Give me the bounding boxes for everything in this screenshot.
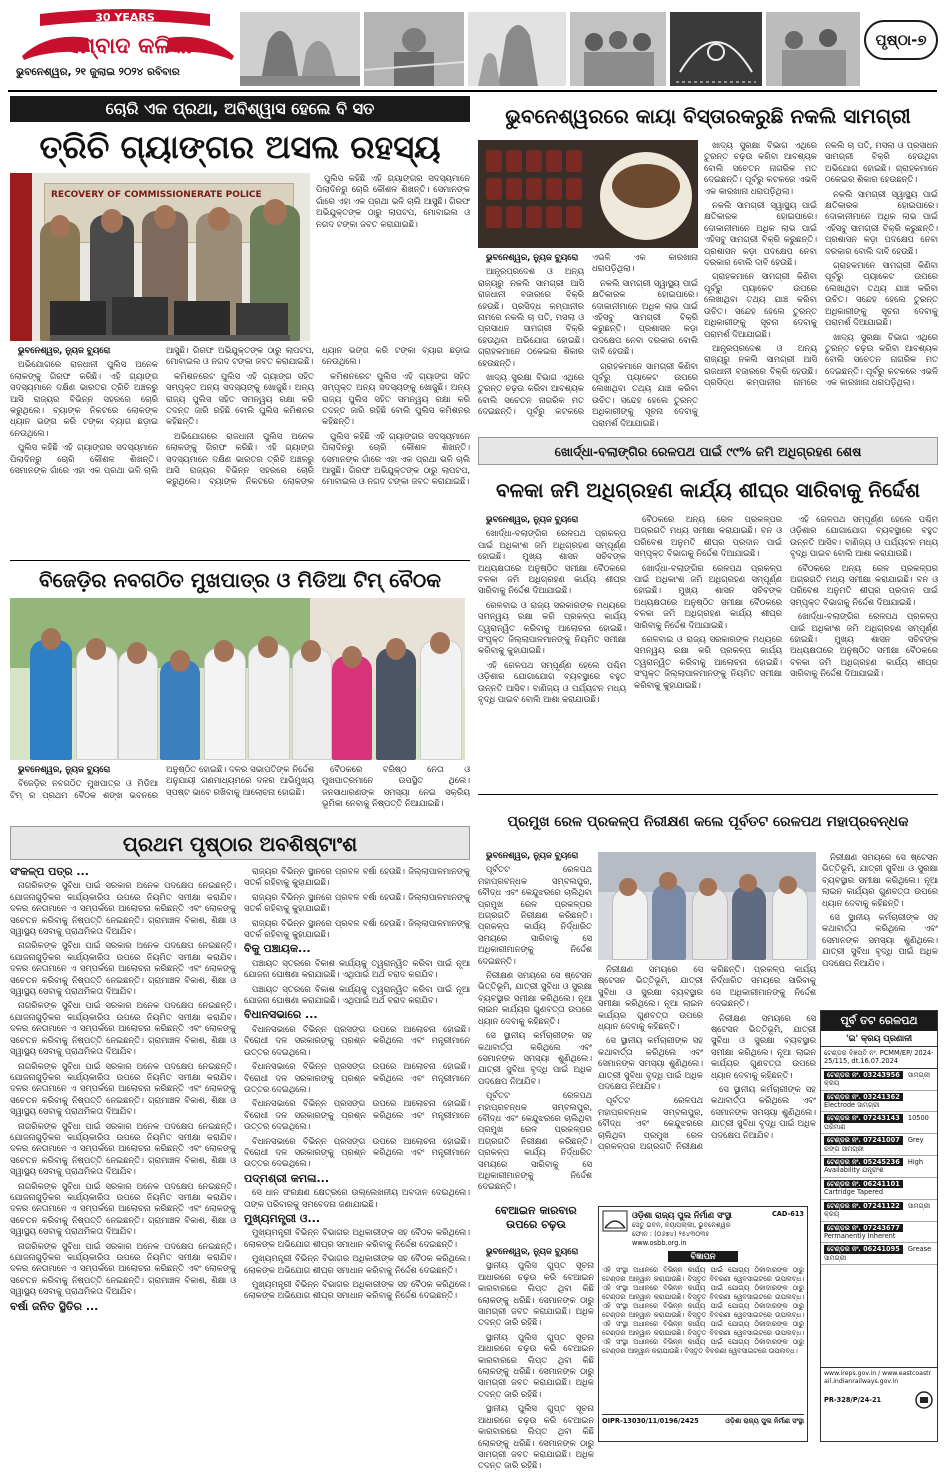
article1-dateline: ଭୁବନେଶ୍ୱର, ନ୍ୟୁଜ ବ୍ୟୁରୋ — [18, 345, 111, 355]
tender-number: ଟେଣ୍ଡର ନଂ. 07241007 — [824, 1136, 903, 1144]
article6-headline: ବେଆଇନ କାରବାର ଉପରେ ଚଢ଼ଉ — [495, 1204, 577, 1231]
article3-para: ନକଲି ସାମଗ୍ରୀ ସ୍ୱାସ୍ଥ୍ୟ ପାଇଁ କ୍ଷତିକାରକ ହୋଇପାରେ। ଦୋକାନୀମାନେ ଅଧିକ ଲାଭ ପାଇଁ ଏହିସବୁ ସାମଗ୍ରୀ ବିକ୍ରି କରୁଛନ୍ତି। ପ୍ରଶାସନ କଡ଼ା ପଦକ୍ଷେପ ନେବା ଦରକାର ବୋଲି ଦାବି ହେଉଛି। — [592, 277, 698, 357]
article5-para: ସେ ସ୍ଥାନୀୟ କର୍ମଚାରୀଙ୍କ ସହ କଥାବାର୍ତ୍ତା କରିଥିଲେ ଏବଂ ସେମାନଙ୍କ ସମସ୍ୟା ଶୁଣିଥିଲେ। ଯାତ୍ରୀ ସୁବିଧା ବୃଦ୍ଧି ପାଇଁ ଅଧିକ ପଦକ୍ଷେପ ନିଆଯିବ। — [598, 1035, 703, 1092]
remnant-text: ମୁଖ୍ୟମନ୍ତ୍ରୀ ବିଭିନ୍ନ ବିଭାଗର ଅଧିକାରୀଙ୍କ ସହ ବୈଠକ କରିଥିଲେ। ଲୋକଙ୍କ ଅଭିଯୋଗ ଶୀଘ୍ର ସମାଧାନ କରିବାକୁ ନିର୍ଦ୍ଦେଶ ଦେଇଛନ୍ତି। — [244, 1279, 470, 1301]
article4-body — [478, 514, 938, 790]
masthead-rule — [8, 90, 937, 92]
article5-para: ସେ ସ୍ଥାନୀୟ କର୍ମଚାରୀଙ୍କ ସହ କଥାବାର୍ତ୍ତା କରିଥିଲେ ଏବଂ ସେମାନଙ୍କ ସମସ୍ୟା ଶୁଣିଥିଲେ। ଯାତ୍ରୀ ସୁବିଧା ବୃଦ୍ଧି ପାଇଁ ଅଧିକ ପଦକ୍ଷେପ ନିଆଯିବ। — [478, 1030, 592, 1086]
tender-desc: Permanently Inherent — [824, 1231, 896, 1240]
member — [76, 646, 118, 760]
osbc-body: ଏହି ସଂସ୍ଥା ଅଧୀନରେ ବିଭିନ୍ନ କାର୍ଯ୍ୟ ପାଇଁ ଯୋଗ୍ୟ ଠିକାଦାରଙ୍କ ଠାରୁ ଟେଣ୍ଡର ଆହ୍ୱାନ କରାଯାଉଛି। ବିସ୍ତୃତ ବିବରଣୀ ୱେବସାଇଟରେ ଉପଲବ୍ଧ। — [602, 1320, 804, 1337]
article3-para: ଗ୍ରାହକମାନେ ସାମଗ୍ରୀ କିଣିବା ପୂର୍ବରୁ ପ୍ୟାକେଟ ଉପରେ ଲେଖାଥିବା ତଥ୍ୟ ଯାଞ୍ଚ କରିବା ଉଚିତ। ସନ୍ଦେହ ହେଲେ ତୁରନ୍ତ ଅଧିକାରୀଙ୍କୁ ସୂଚନା ଦେବାକୁ ପରାମର୍ଶ ଦିଆଯାଇଛି। — [592, 360, 698, 428]
article3-para: ଗ୍ରାହକମାନେ ସାମଗ୍ରୀ କିଣିବା ପୂର୍ବରୁ ପ୍ୟାକେଟ ଉପରେ ଲେଖାଥିବା ତଥ୍ୟ ଯାଞ୍ଚ କରିବା ଉଚିତ। ସନ୍ଦେହ ହେଲେ ତୁରନ୍ତ ଅଧିକାରୀଙ୍କୁ ସୂଚନା ଦେବାକୁ ପରାମର୍ଶ ଦିଆଯାଇଛି। — [825, 260, 938, 328]
article1-sidecol — [316, 173, 470, 341]
article3-para: ଖାଦ୍ୟ ସୁରକ୍ଷା ବିଭାଗ ଏଥିରେ ତୁରନ୍ତ ଚଢ଼ଉ କରିବା ଆବଶ୍ୟକ ବୋଲି ସଚେତନ ନାଗରିକ ମତ ଦେଇଛନ୍ତି। ପୂର୍ବରୁ କଟକରେ ଏଭଳି ଏକ କାରଖାନା ଧରାପଡ଼ିଥିଲା। — [704, 140, 817, 196]
tender-number: ଟେଣ୍ଡର ନଂ. 07243143 — [824, 1114, 903, 1122]
osbc-phone: ଫୋନ : (୦୬୭୪) ୨୫୪୩୦୩୫ — [632, 1230, 710, 1238]
article1-para: ପୁଲିସ କହିଛି ଏହି ଗ୍ୟାଙ୍ଗର ସଦସ୍ୟମାନେ ପିଲାଦିନରୁ ଚୋରି କୌଶଳ ଶିଖନ୍ତି। ସେମାନଙ୍କ ଗାଁରେ ଏହା ଏକ ପ୍ରଥା ଭଳି ଚାଲି ଆସୁଛି। ଗିରଫ ଅଭିଯୁକ୍ତଙ୍କ ଠାରୁ ଲାପଟପ, ମୋବାଇଲ ଓ ନଗଦ ଟଙ୍କା ଜବତ କରାଯାଇଛି। — [316, 173, 470, 229]
tender-desc: 10500 ପରିମାଣ — [824, 1114, 929, 1131]
tender-row — [821, 1200, 937, 1222]
remnants-banner: ପ୍ରଥମ ପୃଷ୍ଠାର ଅବଶିଷ୍ଟାଂଶ — [10, 826, 470, 860]
remnant-text: ନାଗରିକଙ୍କ ସୁବିଧା ପାଇଁ ସରକାର ଅନେକ ପଦକ୍ଷେପ ନେଇଛନ୍ତି। ଯୋଜନାଗୁଡ଼ିକର କାର୍ଯ୍ୟକାରିତା ଉପରେ ନିୟମିତ ସମୀକ୍ଷା କରାଯିବ। ଦଳର ନେତାମାନେ ଏ ସମ୍ପର୍କରେ ଆଲୋଚନା କରିଛନ୍ତି ଏବଂ ଲୋକଙ୍କୁ ସଚେତନ କରିବାକୁ ନିଷ୍ପତ୍ତି ନେଇଛନ୍ତି। ଗ୍ରାମାଞ୍ଚଳ ବିକାଶ, ଶିକ୍ଷା ଓ ସ୍ୱାସ୍ଥ୍ୟ ସେବାକୁ ପ୍ରାଥମିକତା ଦିଆଯିବ। — [10, 1000, 236, 1057]
fake-goods-image — [478, 140, 698, 248]
ecor-intro: ଟେଣ୍ଡର ବିଜ୍ଞପ୍ତି ନଂ. PCMM/EP/ 2024-25/115, dt.16.07.2024 — [821, 1047, 937, 1069]
member-pink — [332, 656, 372, 760]
article6-text: ସ୍ଥାନୀୟ ପୁଲିସ ଗୁପ୍ତ ସୂଚନା ଆଧାରରେ ଚଢ଼ଉ କରି ବେଆଇନ କାରବାରରେ ଲିପ୍ତ ଥିବା କିଛି ଲୋକଙ୍କୁ ଧରିଛି। ସେମାନଙ୍କ ଠାରୁ ସାମଗ୍ରୀ ଜବତ କରାଯାଇଛି। ଅଧିକ ତଦନ୍ତ ଜାରି ରହିଛି। — [478, 1331, 594, 1399]
tender-row — [821, 1222, 937, 1244]
page-number-label: ପୃଷ୍ଠା-୭ — [875, 31, 927, 49]
remnant-text: ନାଗରିକଙ୍କ ସୁବିଧା ପାଇଁ ସରକାର ଅନେକ ପଦକ୍ଷେପ ନେଇଛନ୍ତି। ଯୋଜନାଗୁଡ଼ିକର କାର୍ଯ୍ୟକାରିତା ଉପରେ ନିୟମିତ ସମୀକ୍ଷା କରାଯିବ। ଦଳର ନେତାମାନେ ଏ ସମ୍ପର୍କରେ ଆଲୋଚନା କରିଛନ୍ତି ଏବଂ ଲୋକଙ୍କୁ ସଚେତନ କରିବାକୁ ନିଷ୍ପତ୍ତି ନେଇଛନ୍ତି। ଗ୍ରାମାଞ୍ଚଳ ବିକାଶ, ଶିକ୍ଷା ଓ ସ୍ୱାସ୍ଥ୍ୟ ସେବାକୁ ପ୍ରାଥମିକତା ଦିଆଯିବ। — [10, 1180, 236, 1237]
ecor-title: ପୂର୍ବ ତଟ ରେଳପଥ — [821, 1011, 937, 1031]
official — [652, 884, 686, 960]
ecor-footer: PR-328/P/24-21 — [824, 1395, 882, 1404]
bridge-emblem-icon — [602, 1210, 628, 1232]
member — [420, 640, 462, 760]
remnant-text: ନାଗରିକଙ୍କ ସୁବିଧା ପାଇଁ ସରକାର ଅନେକ ପଦକ୍ଷେପ ନେଇଛନ୍ତି। ଯୋଜନାଗୁଡ଼ିକର କାର୍ଯ୍ୟକାରିତା ଉପରେ ନିୟମିତ ସମୀକ୍ଷା କରାଯିବ। ଦଳର ନେତାମାନେ ଏ ସମ୍ପର୍କରେ ଆଲୋଚନା କରିଛନ୍ତି ଏବଂ ଲୋକଙ୍କୁ ସଚେତନ କରିବାକୁ ନିଷ୍ପତ୍ତି ନେଇଛନ୍ତି। ଗ୍ରାମାଞ୍ଚଳ ବିକାଶ, ଶିକ୍ଷା ଓ ସ୍ୱାସ୍ଥ୍ୟ ସେବାକୁ ପ୍ରାଥମିକତା ଦିଆଯିବ। — [10, 1120, 236, 1177]
article5-para: ନିରୀକ୍ଷଣ ସମୟରେ ସେ ଷ୍ଟେସନ ଭିତ୍ତିଭୂମି, ଯାତ୍ରୀ ସୁବିଧା ଓ ସୁରକ୍ଷା ବ୍ୟବସ୍ଥାର ସମୀକ୍ଷା କରିଥିଲେ। ନୂଆ ଲାଇନ କାର୍ଯ୍ୟର ଗୁଣବତ୍ତା ଉପରେ ଧ୍ୟାନ ଦେବାକୁ କହିଛନ୍ତି। — [478, 970, 592, 1026]
osbc-subtitle: ବିଜ୍ଞାପନ — [668, 1251, 738, 1262]
member-grey — [376, 648, 416, 760]
osbc-body: ଏହି ସଂସ୍ଥା ଅଧୀନରେ ବିଭିନ୍ନ କାର୍ଯ୍ୟ ପାଇଁ ଯୋଗ୍ୟ ଠିକାଦାରଙ୍କ ଠାରୁ ଟେଣ୍ଡର ଆହ୍ୱାନ କରାଯାଉଛି। ବିସ୍ତୃତ ବିବରଣୀ ୱେବସାଇଟରେ ଉପଲବ୍ଧ। — [602, 1302, 804, 1319]
tender-desc: ସାମଗ୍ରୀ କ୍ରୟ — [824, 1201, 931, 1219]
rail-emblem-icon — [914, 1390, 934, 1410]
tender-desc: ସାମଗ୍ରୀ କ୍ରୟ — [824, 1070, 931, 1088]
ecor-subtitle: 'ଇ' କ୍ରୟ ପ୍ରଣାଳୀ — [821, 1031, 937, 1047]
tender-number: ଟେଣ୍ଡର ନଂ. 06241101 — [824, 1180, 903, 1188]
article2-body — [10, 764, 470, 822]
article5-para: ସେ ସ୍ଥାନୀୟ କର୍ମଚାରୀଙ୍କ ସହ କଥାବାର୍ତ୍ତା କରିଥିଲେ ଏବଂ ସେମାନଙ୍କ ସମସ୍ୟା ଶୁଣିଥିଲେ। ଯାତ୍ରୀ ସୁବିଧା ବୃଦ୍ଧି ପାଇଁ ଅଧିକ ପଦକ୍ଷେପ ନିଆଯିବ। — [822, 912, 938, 968]
years-ribbon — [40, 8, 210, 30]
article2-photo — [10, 598, 465, 760]
article4-para: ଖୋର୍ଦ୍ଧା-ବଲାଙ୍ଗିର ରେଳପଥ ପ୍ରକଳ୍ପ ପାଇଁ ଅଧିକାଂଶ ଜମି ଅଧିଗ୍ରହଣ ସମ୍ପୂର୍ଣ୍ଣ ହୋଇଛି। ମୁଖ୍ୟ ଶାସନ ସଚିବଙ୍କ ଅଧ୍ୟକ୍ଷତାରେ ଅନୁଷ୍ଠିତ ସମୀକ୍ଷା ବୈଠକରେ ବଳକା ଜମି ଅଧିଗ୍ରହଣ କାର୍ଯ୍ୟ ଶୀଘ୍ର ସାରିବାକୁ ନିର୍ଦ୍ଦେଶ ଦିଆଯାଇଛି। — [478, 528, 626, 596]
article1-body — [10, 345, 470, 557]
article3-body-right — [704, 140, 938, 432]
member — [292, 648, 332, 760]
ecor-rows — [821, 1069, 937, 1367]
article3-para: ଖାଦ୍ୟ ସୁରକ୍ଷା ବିଭାଗ ଏଥିରେ ତୁରନ୍ତ ଚଢ଼ଉ କରିବା ଆବଶ୍ୟକ ବୋଲି ସଚେତନ ନାଗରିକ ମତ ଦେଇଛନ୍ତି। ପୂର୍ବରୁ କଟକରେ ଏଭଳି ଏକ କାରଖାନା ଧରାପଡ଼ିଥିଲା। — [478, 252, 698, 417]
article5-para: ସେ ସ୍ଥାନୀୟ କର୍ମଚାରୀଙ୍କ ସହ କଥାବାର୍ତ୍ତା କରିଥିଲେ ଏବଂ ସେମାନଙ୍କ ସମସ୍ୟା ଶୁଣିଥିଲେ। ଯାତ୍ରୀ ସୁବିଧା ବୃଦ୍ଧି ପାଇଁ ଅଧିକ ପଦକ୍ଷେପ ନିଆଯିବ। — [711, 1084, 816, 1140]
tender-row — [821, 1069, 937, 1091]
official — [692, 888, 728, 960]
article2-para: ବିଜେଡ଼ିର ନବଗଠିତ ମୁଖପାତ୍ର ଓ ମିଡିଆ ଟିମ୍ ର ପ୍ରଥମ ବୈଠକ ଶଙ୍ଖ ଭବନରେ ଅନୁଷ୍ଠିତ ହୋଇଛି। ଦଳର ସଭାପତିଙ୍କ ନିର୍ଦ୍ଦେଶ ଅନୁଯାୟୀ ଗଣମାଧ୍ୟମରେ ଦଳର ଆଭିମୁଖ୍ୟ ସ୍ପଷ୍ଟ ଭାବେ ରଖିବାକୁ ଆଲୋଚନା ହୋଇଛି। — [10, 764, 314, 800]
tender-row — [821, 1134, 937, 1156]
article5-para: ପୂର୍ବତଟ ରେଳପଥ ମହାପ୍ରବନ୍ଧକ ସମ୍ବଲପୁର, ବୌଦ୍ଧ ଏବଂ କେନ୍ଦୁଝରରେ ଚାଲିଥିବା ପ୍ରମୁଖ ରେଳ ପ୍ରକଳ୍ପର ଅଗ୍ରଗତି ନିରୀକ୍ଷଣ କରିଛନ୍ତି। ପ୍ରକଳ୍ପ କାର୍ଯ୍ୟ ନିର୍ଦ୍ଧାରିତ ସମୟରେ ସାରିବାକୁ ସେ ଅଧିକାରୀମାନଙ୍କୁ ନିର୍ଦ୍ଦେଶ ଦେଇଛନ୍ତି। — [478, 1090, 592, 1192]
remnant-title: ବିକୁ ପଞ୍ଚାୟକ... — [244, 942, 311, 956]
article1-para: ପୁଲିସ କହିଛି ଏହି ଗ୍ୟାଙ୍ଗର ସଦସ୍ୟମାନେ ପିଲାଦିନରୁ ଚୋରି କୌଶଳ ଶିଖନ୍ତି। ସେମାନଙ୍କ ଗାଁରେ ଏହା ଏକ ପ୍ରଥା ଭଳି ଚାଲି ଆସୁଛି। ଗିରଫ ଅଭିଯୁକ୍ତଙ୍କ ଠାରୁ ଲାପଟପ, ମୋବାଇଲ ଓ ନଗଦ ଟଙ୍କା ଜବତ କରାଯାଇଛି। — [10, 345, 314, 476]
article3-para: ନକଲି ସାମଗ୍ରୀ ସ୍ୱାସ୍ଥ୍ୟ ପାଇଁ କ୍ଷତିକାରକ ହୋଇପାରେ। ଦୋକାନୀମାନେ ଅଧିକ ଲାଭ ପାଇଁ ଏହିସବୁ ସାମଗ୍ରୀ ବିକ୍ରି କରୁଛନ୍ତି। ପ୍ରଶାସନ କଡ଼ା ପଦକ୍ଷେପ ନେବା ଦରକାର ବୋଲି ଦାବି ହେଉଛି। — [825, 188, 938, 256]
article5-body-mid — [598, 964, 816, 1200]
article3-body-left — [478, 252, 698, 432]
article4-para: ଏହି ରେଳପଥ ସମ୍ପୂର୍ଣ୍ଣ ହେଲେ ପଶ୍ଚିମ ଓଡ଼ିଶାର ଯୋଗାଯୋଗ ବ୍ୟବସ୍ଥାରେ ବହୁତ ଉନ୍ନତି ଆସିବ। ବାଣିଜ୍ୟ ଓ ପର୍ଯ୍ୟଟନ ମଧ୍ୟ ବୃଦ୍ଧି ପାଇବ ବୋଲି ଆଶା କରାଯାଉଛି। — [478, 659, 626, 705]
remnant-text: ପଞ୍ଚାୟତ ସ୍ତରରେ ବିକାଶ କାର୍ଯ୍ୟକୁ ତ୍ୱରାନ୍ୱିତ କରିବା ପାଇଁ ନୂଆ ଯୋଜନା ଘୋଷଣା କରାଯାଇଛି। ଏଥିପାଇଁ ଅର୍ଥ ବରାଦ କରାଯିବ। — [244, 957, 470, 980]
remnant-title: ବର୍ଷା ଜନିତ ସ୍ଥିତିର ... — [10, 1299, 99, 1313]
remnant-text: ରାଜ୍ୟର ବିଭିନ୍ନ ସ୍ଥାନରେ ପ୍ରବଳ ବର୍ଷା ହେଉଛି। ଜିଲ୍ଲାପାଳମାନଙ୍କୁ ସତର୍କ ରହିବାକୁ କୁହାଯାଇଛି। — [244, 891, 470, 914]
women-photo — [766, 12, 860, 86]
article2-dateline: ଭୁବନେଶ୍ୱର, ନ୍ୟୁଜ ବ୍ୟୁରୋ — [18, 764, 111, 774]
article6-body — [478, 1246, 594, 1471]
children-photo — [570, 12, 666, 86]
tender-number: ଟେଣ୍ଡର ନଂ. 03241362 — [824, 1093, 903, 1101]
tender-number: ଟେଣ୍ଡର ନଂ. 06241095 — [824, 1245, 903, 1253]
article6-dateline: ଭୁବନେଶ୍ୱର, ନ୍ୟୁଜ ବ୍ୟୁରୋ — [486, 1246, 579, 1256]
article4-headline: ବଳକା ଜମି ଅଧିଗ୍ରହଣ କାର୍ଯ୍ୟ ଶୀଘ୍ର ସାରିବାକୁ ନିର୍ଦ୍ଦେଶ — [496, 478, 920, 502]
official — [732, 886, 766, 960]
member — [248, 644, 290, 760]
logo-text: ସମ୍ବାଦ କଳିକା — [64, 33, 192, 59]
remnants-body — [10, 866, 470, 1444]
article1-para: ପୁଲିସ କହିଛି ଏହି ଗ୍ୟାଙ୍ଗର ସଦସ୍ୟମାନେ ପିଲାଦିନରୁ ଚୋରି କୌଶଳ ଶିଖନ୍ତି। ସେମାନଙ୍କ ଗାଁରେ ଏହା ଏକ ପ୍ରଥା ଭଳି ଚାଲି ଆସୁଛି। ଗିରଫ ଅଭିଯୁକ୍ତଙ୍କ ଠାରୁ ଲାପଟପ, ମୋବାଇଲ ଓ ନଗଦ ଟଙ୍କା ଜବତ କରାଯାଇଛି। — [322, 430, 470, 487]
remnant-text: ନାଗରିକଙ୍କ ସୁବିଧା ପାଇଁ ସରକାର ଅନେକ ପଦକ୍ଷେପ ନେଇଛନ୍ତି। ଯୋଜନାଗୁଡ଼ିକର କାର୍ଯ୍ୟକାରିତା ଉପରେ ନିୟମିତ ସମୀକ୍ଷା କରାଯିବ। ଦଳର ନେତାମାନେ ଏ ସମ୍ପର୍କରେ ଆଲୋଚନା କରିଛନ୍ତି ଏବଂ ଲୋକଙ୍କୁ ସଚେତନ କରିବାକୁ ନିଷ୍ପତ୍ତି ନେଇଛନ୍ତି। ଗ୍ରାମାଞ୍ଚଳ ବିକାଶ, ଶିକ୍ଷା ଓ ସ୍ୱାସ୍ଥ୍ୟ ସେବାକୁ ପ୍ରାଥମିକତା ଦିଆଯିବ। — [10, 1240, 236, 1297]
temple-icon — [240, 12, 360, 86]
article5-para: ନିରୀକ୍ଷଣ ସମୟରେ ସେ ଷ୍ଟେସନ ଭିତ୍ତିଭୂମି, ଯାତ୍ରୀ ସୁବିଧା ଓ ସୁରକ୍ଷା ବ୍ୟବସ୍ଥାର ସମୀକ୍ଷା କରିଥିଲେ। ନୂଆ ଲାଇନ କାର୍ଯ୍ୟର ଗୁଣବତ୍ତା ଉପରେ ଧ୍ୟାନ ଦେବାକୁ କହିଛନ୍ତି। — [598, 964, 703, 1032]
tender-row — [821, 1156, 937, 1178]
remnant-text: ବିଧାନସଭାରେ ବିଭିନ୍ନ ପ୍ରସଙ୍ଗ ଉପରେ ଆଲୋଚନା ହୋଇଛି। ବିରୋଧୀ ଦଳ ସରକାରଙ୍କୁ ପ୍ରଶ୍ନ କରିଥିଲେ ଏବଂ ମନ୍ତ୍ରୀମାନେ ଉତ୍ତର ଦେଇଥିଲେ। — [244, 1023, 470, 1057]
tender-desc: High Availability ଯନ୍ତ୍ରାଂଶ — [824, 1158, 924, 1175]
flag — [10, 173, 32, 341]
article1-para: କମିଶନରେଟ ପୁଲିସ ଏହି ଗ୍ୟାଙ୍ଗ ସହିତ ସମ୍ପୃକ୍ତ ଅନ୍ୟ ସଦସ୍ୟଙ୍କୁ ଖୋଜୁଛି। ଅନ୍ୟ ରାଜ୍ୟ ପୁଲିସ ସହିତ ସମନ୍ୱୟ ରକ୍ଷା କରି ତଦନ୍ତ ଜାରି ରହିଛି ବୋଲି ପୁଲିସ କମିଶନର କହିଛନ୍ତି। — [322, 370, 470, 427]
masthead-date: ଭୁବନେଶ୍ୱର, ୨୧ ଜୁଲାଇ ୨୦୨୪ ରବିବାର — [16, 66, 180, 78]
remnant-text: ନାଗରିକଙ୍କ ସୁବିଧା ପାଇଁ ସରକାର ଅନେକ ପଦକ୍ଷେପ ନେଇଛନ୍ତି। ଯୋଜନାଗୁଡ଼ିକର କାର୍ଯ୍ୟକାରିତା ଉପରେ ନିୟମିତ ସମୀକ୍ଷା କରାଯିବ। ଦଳର ନେତାମାନେ ଏ ସମ୍ପର୍କରେ ଆଲୋଚନା କରିଛନ୍ତି ଏବଂ ଲୋକଙ୍କୁ ସଚେତନ କରିବାକୁ ନିଷ୍ପତ୍ତି ନେଇଛନ୍ତି। ଗ୍ରାମାଞ୍ଚଳ ବିକାଶ, ଶିକ୍ଷା ଓ ସ୍ୱାସ୍ଥ୍ୟ ସେବାକୁ ପ୍ରାଥମିକତା ଦିଆଯିବ। — [10, 940, 236, 997]
osbc-ad — [598, 1206, 808, 1442]
article5-dateline: ଭୁବନେଶ୍ୱର, ନ୍ୟୁଜ ବ୍ୟୁରୋ — [486, 850, 579, 860]
article2-para: ବୈଠକରେ ବରିଷ୍ଠ ନେତା ଓ ମୁଖପାତ୍ରମାନେ ଉପସ୍ଥିତ ଥିଲେ। ଜନସାଧାରଣଙ୍କ ସମସ୍ୟା ନେଇ ସକ୍ରିୟ ଭୂମିକା ନେବାକୁ ନିଷ୍ପତ୍ତି ନିଆଯାଇଛି। — [322, 764, 470, 809]
remnant-text: ମୁଖ୍ୟମନ୍ତ୍ରୀ ବିଭିନ୍ନ ବିଭାଗର ଅଧିକାରୀଙ୍କ ସହ ବୈଠକ କରିଥିଲେ। ଲୋକଙ୍କ ଅଭିଯୋଗ ଶୀଘ୍ର ସମାଧାନ କରିବାକୁ ନିର୍ଦ୍ଦେଶ ଦେଇଛନ୍ତି। — [244, 1227, 470, 1249]
article1-para: ଅଭିଯୋଗରେ ରାଜଧାନୀ ପୁଲିସ ଅନେକ ଲୋକଙ୍କୁ ଗିରଫ କରିଛି। ଏହି ଗ୍ୟାଙ୍ଗ ସଦସ୍ୟମାନେ ଦକ୍ଷିଣ ଭାରତର ତ୍ରିଚି ଅଞ୍ଚଳରୁ ଆସି ରାଜ୍ୟର ବିଭିନ୍ନ ସହରରେ ଚୋରି କରୁଥିଲେ। ବ୍ୟାଙ୍କ ନିକଟରେ ଲୋକଙ୍କ ଧ୍ୟାନ ଭଙ୍ଗ କରି ଟଙ୍କା ବ୍ୟାଗ ଛଡ଼ାଇ ନେଉଥିଲେ। — [166, 345, 470, 487]
article4-para: ରେଳବାଇ ଓ ରାଜ୍ୟ ସରକାରଙ୍କ ମଧ୍ୟରେ ସମନ୍ୱୟ ରକ୍ଷା କରି ପ୍ରକଳ୍ପ କାର୍ଯ୍ୟ ତ୍ୱରାନ୍ୱିତ କରିବାକୁ ଆଲୋଚନା ହୋଇଛି। ସଂପୃକ୍ତ ଜିଲ୍ଲାପାଳମାନଙ୍କୁ ନିୟମିତ ସମୀକ୍ଷା କରିବାକୁ କୁହାଯାଇଛି। — [634, 634, 782, 690]
temple-sketch-2 — [468, 12, 566, 86]
ecor-ad — [820, 1010, 938, 1442]
remnant-text: ନାଗରିକଙ୍କ ସୁବିଧା ପାଇଁ ସରକାର ଅନେକ ପଦକ୍ଷେପ ନେଇଛନ୍ତି। ଯୋଜନାଗୁଡ଼ିକର କାର୍ଯ୍ୟକାରିତା ଉପରେ ନିୟମିତ ସମୀକ୍ଷା କରାଯିବ। ଦଳର ନେତାମାନେ ଏ ସମ୍ପର୍କରେ ଆଲୋଚନା କରିଛନ୍ତି ଏବଂ ଲୋକଙ୍କୁ ସଚେତନ କରିବାକୁ ନିଷ୍ପତ୍ତି ନେଇଛନ୍ତି। ଗ୍ରାମାଞ୍ଚଳ ବିକାଶ, ଶିକ୍ଷା ଓ ସ୍ୱାସ୍ଥ୍ୟ ସେବାକୁ ପ୍ରାଥମିକତା ଦିଆଯିବ। — [10, 1060, 236, 1117]
remnant-text: ମୁଖ୍ୟମନ୍ତ୍ରୀ ବିଭିନ୍ନ ବିଭାଗର ଅଧିକାରୀଙ୍କ ସହ ବୈଠକ କରିଥିଲେ। ଲୋକଙ୍କ ଅଭିଯୋଗ ଶୀଘ୍ର ସମାଧାନ କରିବାକୁ ନିର୍ଦ୍ଦେଶ ଦେଇଛନ୍ତି। — [244, 1253, 470, 1275]
article6-text: ସ୍ଥାନୀୟ ପୁଲିସ ଗୁପ୍ତ ସୂଚନା ଆଧାରରେ ଚଢ଼ଉ କରି ବେଆଇନ କାରବାରରେ ଲିପ୍ତ ଥିବା କିଛି ଲୋକଙ୍କୁ ଧରିଛି। ସେମାନଙ୍କ ଠାରୁ ସାମଗ୍ରୀ ଜବତ କରାଯାଇଛି। ଅଧିକ ତଦନ୍ତ ଜାରି ରହିଛି। — [478, 1260, 594, 1328]
article4-para: ଖୋର୍ଦ୍ଧା-ବଲାଙ୍ଗିର ରେଳପଥ ପ୍ରକଳ୍ପ ପାଇଁ ଅଧିକାଂଶ ଜମି ଅଧିଗ୍ରହଣ ସମ୍ପୂର୍ଣ୍ଣ ହୋଇଛି। ମୁଖ୍ୟ ଶାସନ ସଚିବଙ୍କ ଅଧ୍ୟକ୍ଷତାରେ ଅନୁଷ୍ଠିତ ସମୀକ୍ଷା ବୈଠକରେ ବଳକା ଜମି ଅଧିଗ୍ରହଣ କାର୍ଯ୍ୟ ଶୀଘ୍ର ସାରିବାକୁ ନିର୍ଦ୍ଦେଶ ଦିଆଯାଇଛି। — [790, 611, 938, 679]
article3-para: ଖାଦ୍ୟ ସୁରକ୍ଷା ବିଭାଗ ଏଥିରେ ତୁରନ୍ତ ଚଢ଼ଉ କରିବା ଆବଶ୍ୟକ ବୋଲି ସଚେତନ ନାଗରିକ ମତ ଦେଇଛନ୍ତି। ପୂର୍ବରୁ କଟକରେ ଏଭଳି ଏକ କାରଖାନା ଧରାପଡ଼ିଥିଲା। — [825, 331, 938, 388]
tender-desc: Grey ରଙ୍ଗ ସାମଗ୍ରୀ — [824, 1136, 924, 1153]
article5-para: ପୂର୍ବତଟ ରେଳପଥ ମହାପ୍ରବନ୍ଧକ ସମ୍ବଲପୁର, ବୌଦ୍ଧ ଏବଂ କେନ୍ଦୁଝରରେ ଚାଲିଥିବା ପ୍ରମୁଖ ରେଳ ପ୍ରକଳ୍ପର ଅଗ୍ରଗତି ନିରୀକ୍ଷଣ କରିଛନ୍ତି। ପ୍ରକଳ୍ପ କାର୍ଯ୍ୟ ନିର୍ଦ୍ଧାରିତ ସମୟରେ ସାରିବାକୁ ସେ ଅଧିକାରୀମାନଙ୍କୁ ନିର୍ଦ୍ଦେଶ ଦେଇଛନ୍ତି। — [598, 964, 816, 1152]
article1-photo — [10, 173, 310, 341]
remnant-text: ବିଧାନସଭାରେ ବିଭିନ୍ନ ପ୍ରସଙ୍ଗ ଉପରେ ଆଲୋଚନା ହୋଇଛି। ବିରୋଧୀ ଦଳ ସରକାରଙ୍କୁ ପ୍ରଶ୍ନ କରିଥିଲେ ଏବଂ ମନ୍ତ୍ରୀମାନେ ଉତ୍ତର ଦେଇଥିଲେ। — [244, 1061, 470, 1094]
logo-icon — [18, 30, 238, 62]
ecor-website: www.ireps.gov.in / www.eastcoastrail.indianrailways.gov.in — [821, 1367, 937, 1388]
tender-desc: Electrode ସାମଗ୍ରୀ — [824, 1101, 880, 1110]
member — [118, 650, 158, 760]
remnant-text: ନାଗରିକଙ୍କ ସୁବିଧା ପାଇଁ ସରକାର ଅନେକ ପଦକ୍ଷେପ ନେଇଛନ୍ତି। ଯୋଜନାଗୁଡ଼ିକର କାର୍ଯ୍ୟକାରିତା ଉପରେ ନିୟମିତ ସମୀକ୍ଷା କରାଯିବ। ଦଳର ନେତାମାନେ ଏ ସମ୍ପର୍କରେ ଆଲୋଚନା କରିଛନ୍ତି ଏବଂ ଲୋକଙ୍କୁ ସଚେତନ କରିବାକୁ ନିଷ୍ପତ୍ତି ନେଇଛନ୍ତି। ଗ୍ରାମାଞ୍ଚଳ ବିକାଶ, ଶିକ୍ଷା ଓ ସ୍ୱାସ୍ଥ୍ୟ ସେବାକୁ ପ୍ରାଥମିକତା ଦିଆଯିବ। — [10, 880, 236, 937]
article5-body-right — [822, 852, 938, 1002]
tender-desc: Cartridge Tapered — [824, 1188, 884, 1197]
tender-number: ଟେଣ୍ଡର ନଂ. 03243956 — [824, 1071, 903, 1079]
member-blue — [30, 640, 72, 760]
divider — [10, 560, 470, 561]
official — [612, 888, 648, 960]
osbc-body: ଏହି ସଂସ୍ଥା ଅଧୀନରେ ବିଭିନ୍ନ କାର୍ଯ୍ୟ ପାଇଁ ଯୋଗ୍ୟ ଠିକାଦାରଙ୍କ ଠାରୁ ଟେଣ୍ଡର ଆହ୍ୱାନ କରାଯାଉଛି। ବିସ୍ତୃତ ବିବରଣୀ ୱେବସାଇଟରେ ଉପଲବ୍ଧ। — [602, 1266, 804, 1283]
article4-para: ରେଳବାଇ ଓ ରାଜ୍ୟ ସରକାରଙ୍କ ମଧ୍ୟରେ ସମନ୍ୱୟ ରକ୍ଷା କରି ପ୍ରକଳ୍ପ କାର୍ଯ୍ୟ ତ୍ୱରାନ୍ୱିତ କରିବାକୁ ଆଲୋଚନା ହୋଇଛି। ସଂପୃକ୍ତ ଜିଲ୍ଲାପାଳମାନଙ୍କୁ ନିୟମିତ ସମୀକ୍ଷା କରିବାକୁ କୁହାଯାଇଛି। — [478, 599, 626, 656]
osbc-address: ସେତୁ ଭବନ, ନୟାପଲ୍ଲୀ, ଭୁବନେଶ୍ୱର — [632, 1221, 731, 1229]
remnant-title: ପଦ୍ମଶ୍ରୀ କମଳା... — [244, 1171, 330, 1185]
article4-para: ଏହି ରେଳପଥ ସମ୍ପୂର୍ଣ୍ଣ ହେଲେ ପଶ୍ଚିମ ଓଡ଼ିଶାର ଯୋଗାଯୋଗ ବ୍ୟବସ୍ଥାରେ ବହୁତ ଉନ୍ନତି ଆସିବ। ବାଣିଜ୍ୟ ଓ ପର୍ଯ୍ୟଟନ ମଧ୍ୟ ବୃଦ୍ଧି ପାଇବ ବୋଲି ଆଶା କରାଯାଉଛି। — [790, 514, 938, 559]
logo-block — [10, 8, 238, 86]
article4-dateline: ଭୁବନେଶ୍ୱର, ନ୍ୟୁଜ ବ୍ୟୁରୋ — [486, 514, 579, 524]
article4-kicker: ଖୋର୍ଦ୍ଧା-ବଲାଙ୍ଗିର ରେଳପଥ ପାଇଁ ୯୯% ଜମି ଅଧିଗ୍ରହଣ ଶେଷ — [478, 437, 938, 465]
article4-para: ବୈଠକରେ ଅନ୍ୟ ରେଳ ପ୍ରକଳ୍ପର ଅଗ୍ରଗତି ମଧ୍ୟ ସମୀକ୍ଷା କରାଯାଇଛି। ବନ ଓ ପରିବେଶ ଅନୁମତି ଶୀଘ୍ର ପ୍ରଦାନ ପାଇଁ ସମ୍ପୃକ୍ତ ବିଭାଗକୁ ନିର୍ଦ୍ଦେଶ ଦିଆଯାଇଛି। — [634, 514, 782, 559]
tender-row — [821, 1112, 937, 1134]
article5-para: ନିରୀକ୍ଷଣ ସମୟରେ ସେ ଷ୍ଟେସନ ଭିତ୍ତିଭୂମି, ଯାତ୍ରୀ ସୁବିଧା ଓ ସୁରକ୍ଷା ବ୍ୟବସ୍ଥାର ସମୀକ୍ଷା କରିଥିଲେ। ନୂଆ ଲାଇନ କାର୍ଯ୍ୟର ଗୁଣବତ୍ତା ଉପରେ ଧ୍ୟାନ ଦେବାକୁ କହିଛନ୍ତି। — [822, 852, 938, 908]
remnant-text: ସେ ଧାନ ସଂରକ୍ଷଣ କ୍ଷେତ୍ରରେ ଉଲ୍ଲେଖନୀୟ ଅବଦାନ ଦେଇଥିଲେ। ତାଙ୍କ ପରିବାରକୁ ସମବେଦନା ଜଣାଯାଇଛି। — [244, 1187, 470, 1209]
article2-headline: ବିଜେଡ଼ିର ନବଗଠିତ ମୁଖପାତ୍ର ଓ ମିଡିଆ ଟିମ୍ ବୈଠକ — [39, 568, 441, 592]
remnant-text: ରାଜ୍ୟର ବିଭିନ୍ନ ସ୍ଥାନରେ ପ୍ରବଳ ବର୍ଷା ହେଉଛି। ଜିଲ୍ଲାପାଳମାନଙ୍କୁ ସତର୍କ ରହିବାକୁ କୁହାଯାଇଛି। — [244, 866, 470, 888]
osbc-title: ଓଡ଼ିଶା ରାଜ୍ୟ ପୁଲ ନିର୍ମାଣ ସଂସ୍ଥା — [632, 1210, 732, 1220]
article5-body-left — [478, 850, 592, 1200]
weaver-photo — [364, 12, 464, 86]
article5-para: ନିରୀକ୍ଷଣ ସମୟରେ ସେ ଷ୍ଟେସନ ଭିତ୍ତିଭୂମି, ଯାତ୍ରୀ ସୁବିଧା ଓ ସୁରକ୍ଷା ବ୍ୟବସ୍ଥାର ସମୀକ୍ଷା କରିଥିଲେ। ନୂଆ ଲାଇନ କାର୍ଯ୍ୟର ଗୁଣବତ୍ତା ଉପରେ ଧ୍ୟାନ ଦେବାକୁ କହିଛନ୍ତି। — [711, 1012, 816, 1080]
jhoti-art — [670, 12, 762, 86]
article1-para: ଅଭିଯୋଗରେ ରାଜଧାନୀ ପୁଲିସ ଅନେକ ଲୋକଙ୍କୁ ଗିରଫ କରିଛି। ଏହି ଗ୍ୟାଙ୍ଗ ସଦସ୍ୟମାନେ ଦକ୍ଷିଣ ଭାରତର ତ୍ରିଚି ଅଞ୍ଚଳରୁ ଆସି ରାଜ୍ୟର ବିଭିନ୍ନ ସହରରେ ଚୋରି କରୁଥିଲେ। ବ୍ୟାଙ୍କ ନିକଟରେ ଲୋକଙ୍କ ଧ୍ୟାନ ଭଙ୍ଗ କରି ଟଙ୍କା ବ୍ୟାଗ ଛଡ଼ାଇ ନେଉଥିଲେ। — [10, 359, 158, 438]
article4-para: ଖୋର୍ଦ୍ଧା-ବଲାଙ୍ଗିର ରେଳପଥ ପ୍ରକଳ୍ପ ପାଇଁ ଅଧିକାଂଶ ଜମି ଅଧିଗ୍ରହଣ ସମ୍ପୂର୍ଣ୍ଣ ହୋଇଛି। ମୁଖ୍ୟ ଶାସନ ସଚିବଙ୍କ ଅଧ୍ୟକ୍ଷତାରେ ଅନୁଷ୍ଠିତ ସମୀକ୍ଷା ବୈଠକରେ ବଳକା ଜମି ଅଧିଗ୍ରହଣ କାର୍ଯ୍ୟ ଶୀଘ୍ର ସାରିବାକୁ ନିର୍ଦ୍ଦେଶ ଦିଆଯାଇଛି। — [634, 562, 782, 630]
official — [772, 886, 808, 960]
remnant-title: ବିଧାନସଭାରେ ... — [244, 1008, 318, 1022]
tender-row — [821, 1243, 937, 1265]
tender-row — [821, 1091, 937, 1113]
article3-dateline: ଭୁବନେଶ୍ୱର, ନ୍ୟୁଜ ବ୍ୟୁରୋ — [486, 252, 579, 262]
article5-para: ପୂର୍ବତଟ ରେଳପଥ ମହାପ୍ରବନ୍ଧକ ସମ୍ବଲପୁର, ବୌଦ୍ଧ ଏବଂ କେନ୍ଦୁଝରରେ ଚାଲିଥିବା ପ୍ରମୁଖ ରେଳ ପ୍ରକଳ୍ପର ଅଗ୍ରଗତି ନିରୀକ୍ଷଣ କରିଛନ୍ତି। ପ୍ରକଳ୍ପ କାର୍ଯ୍ୟ ନିର୍ଦ୍ଧାରିତ ସମୟରେ ସାରିବାକୁ ସେ ଅଧିକାରୀମାନଙ୍କୁ ନିର୍ଦ୍ଦେଶ ଦେଇଛନ୍ତି। — [478, 864, 592, 966]
article3-para: ଆନ୍ଧ୍ରପ୍ରଦେଶ ଓ ଅନ୍ୟ ରାଜ୍ୟରୁ ନକଲି ସାମଗ୍ରୀ ଆସି ରାଜଧାନୀ ବଜାରରେ ବିକ୍ରି ହେଉଛି। ପ୍ରସିଦ୍ଧ କମ୍ପାନୀର ନାମରେ ନକଲି ଚା ପତି, ମସଲା ଓ ପ୍ରସାଧନ ସାମଗ୍ରୀ ବିକ୍ରି ହେଉଥିବା ଅଭିଯୋଗ ହୋଇଛି। ଗ୍ରାହକମାନେ ଠକେଇର ଶିକାର ହେଉଛନ୍ତି। — [478, 266, 584, 368]
article6-text: ସ୍ଥାନୀୟ ପୁଲିସ ଗୁପ୍ତ ସୂଚନା ଆଧାରରେ ଚଢ଼ଉ କରି ବେଆଇନ କାରବାରରେ ଲିପ୍ତ ଥିବା କିଛି ଲୋକଙ୍କୁ ଧରିଛି। ସେମାନଙ୍କ ଠାରୁ ସାମଗ୍ରୀ ଜବତ କରାଯାଇଛି। ଅଧିକ ତଦନ୍ତ ଜାରି ରହିଛି। — [478, 1403, 594, 1471]
member — [204, 648, 246, 760]
article4-para: ବୈଠକରେ ଅନ୍ୟ ରେଳ ପ୍ରକଳ୍ପର ଅଗ୍ରଗତି ମଧ୍ୟ ସମୀକ୍ଷା କରାଯାଇଛି। ବନ ଓ ପରିବେଶ ଅନୁମତି ଶୀଘ୍ର ପ୍ରଦାନ ପାଇଁ ସମ୍ପୃକ୍ତ ବିଭାଗକୁ ନିର୍ଦ୍ଦେଶ ଦିଆଯାଇଛି। — [790, 562, 938, 607]
osbc-footer-left: OIPR-13030/11/0196/2425 — [602, 1417, 699, 1425]
heritage-collage — [240, 12, 860, 86]
temple-sketch-1 — [240, 12, 360, 86]
osbc-website: www.osbb.org.in — [632, 1239, 687, 1247]
tender-number: ଟେଣ୍ଡର ନଂ. 05245236 — [824, 1158, 903, 1166]
remnant-title: ମୁଖ୍ୟମନ୍ତ୍ରୀ ଓ... — [244, 1211, 321, 1225]
masthead — [0, 0, 945, 92]
osbc-body: ଏହି ସଂସ୍ଥା ଅଧୀନରେ ବିଭିନ୍ନ କାର୍ଯ୍ୟ ପାଇଁ ଯୋଗ୍ୟ ଠିକାଦାରଙ୍କ ଠାରୁ ଟେଣ୍ଡର ଆହ୍ୱାନ କରାଯାଉଛି। ବିସ୍ତୃତ ବିବରଣୀ ୱେବସାଇଟରେ ଉପଲବ୍ଧ। — [602, 1284, 804, 1301]
article3-photo — [478, 140, 698, 248]
osbc-body: ଏହି ସଂସ୍ଥା ଅଧୀନରେ ବିଭିନ୍ନ କାର୍ଯ୍ୟ ପାଇଁ ଯୋଗ୍ୟ ଠିକାଦାରଙ୍କ ଠାରୁ ଟେଣ୍ଡର ଆହ୍ୱାନ କରାଯାଉଛି। ବିସ୍ତୃତ ବିବରଣୀ ୱେବସାଇଟରେ ଉପଲବ୍ଧ। — [602, 1338, 804, 1355]
osbc-code: CAD-613 — [771, 1210, 804, 1218]
tender-desc: Grease ସାମଗ୍ରୀ — [824, 1245, 932, 1262]
article1-headline: ତ୍ରିଚି ଗ୍ୟାଙ୍ଗର ଅସଲ ରହସ୍ୟ — [39, 128, 441, 166]
article5-headline: ପ୍ରମୁଖ ରେଳ ପ୍ରକଳ୍ପ ନିରୀକ୍ଷଣ କଲେ ପୂର୍ବତଟ ରେଳପଥ ମହାପ୍ରବନ୍ଧକ — [507, 814, 909, 830]
remnant-text: ବିଧାନସଭାରେ ବିଭିନ୍ନ ପ୍ରସଙ୍ଗ ଉପରେ ଆଲୋଚନା ହୋଇଛି। ବିରୋଧୀ ଦଳ ସରକାରଙ୍କୁ ପ୍ରଶ୍ନ କରିଥିଲେ ଏବଂ ମନ୍ତ୍ରୀମାନେ ଉତ୍ତର ଦେଇଥିଲେ। — [244, 1098, 470, 1132]
article1-kicker: ଚୋରି ଏକ ପ୍ରଥା, ଅବିଶ୍ୱାସ ହେଲେ ବି ସତ — [10, 96, 470, 122]
tender-number: ଟେଣ୍ଡର ନଂ. 07243677 — [824, 1224, 903, 1232]
tender-row — [821, 1178, 937, 1200]
tender-number: ଟେଣ୍ଡର ନଂ. 07241122 — [824, 1202, 903, 1210]
remnant-title: ସଂକଳ୍ପ ପତ୍ର ... — [10, 865, 89, 878]
article3-headline: ଭୁବନେଶ୍ୱରରେ କାୟା ବିସ୍ତାରକରୁଛି ନକଲି ସାମଗ୍ରୀ — [505, 104, 911, 128]
article3-para: ଆନ୍ଧ୍ରପ୍ରଦେଶ ଓ ଅନ୍ୟ ରାଜ୍ୟରୁ ନକଲି ସାମଗ୍ରୀ ଆସି ରାଜଧାନୀ ବଜାରରେ ବିକ୍ରି ହେଉଛି। ପ୍ରସିଦ୍ଧ କମ୍ପାନୀର ନାମରେ ନକଲି ଚା ପତି, ମସଲା ଓ ପ୍ରସାଧନ ସାମଗ୍ରୀ ବିକ୍ରି ହେଉଥିବା ଅଭିଯୋଗ ହୋଇଛି। ଗ୍ରାହକମାନେ ଠକେଇର ଶିକାର ହେଉଛନ୍ତି। — [704, 140, 938, 388]
page-number — [864, 20, 938, 60]
article3-para: ନକଲି ସାମଗ୍ରୀ ସ୍ୱାସ୍ଥ୍ୟ ପାଇଁ କ୍ଷତିକାରକ ହୋଇପାରେ। ଦୋକାନୀମାନେ ଅଧିକ ଲାଭ ପାଇଁ ଏହିସବୁ ସାମଗ୍ରୀ ବିକ୍ରି କରୁଛନ୍ତି। ପ୍ରଶାସନ କଡ଼ା ପଦକ୍ଷେପ ନେବା ଦରକାର ବୋଲି ଦାବି ହେଉଛି। — [704, 200, 817, 268]
member-pink-saree — [160, 660, 200, 760]
remnant-text: ବିଧାନସଭାରେ ବିଭିନ୍ନ ପ୍ରସଙ୍ଗ ଉପରେ ଆଲୋଚନା ହୋଇଛି। ବିରୋଧୀ ଦଳ ସରକାରଙ୍କୁ ପ୍ରଶ୍ନ କରିଥିଲେ ଏବଂ ମନ୍ତ୍ରୀମାନେ ଉତ୍ତର ଦେଇଥିଲେ। — [244, 1135, 470, 1169]
article5-photo — [598, 852, 816, 960]
divider — [478, 794, 938, 795]
remnant-text: ପଞ୍ଚାୟତ ସ୍ତରରେ ବିକାଶ କାର୍ଯ୍ୟକୁ ତ୍ୱରାନ୍ୱିତ କରିବା ପାଇଁ ନୂଆ ଯୋଜନା ଘୋଷଣା କରାଯାଇଛି। ଏଥିପାଇଁ ଅର୍ଥ ବରାଦ କରାଯିବ। — [244, 983, 470, 1006]
osbc-footer-right: ଓଡ଼ିଶା ରାଜ୍ୟ ପୁଲ ନିର୍ମାଣ ସଂସ୍ଥା — [725, 1417, 804, 1425]
seized-laptops — [50, 295, 290, 341]
remnant-text: ରାଜ୍ୟର ବିଭିନ୍ନ ସ୍ଥାନରେ ପ୍ରବଳ ବର୍ଷା ହେଉଛି। ଜିଲ୍ଲାପାଳମାନଙ୍କୁ ସତର୍କ ରହିବାକୁ କୁହାଯାଇଛି। — [244, 917, 470, 940]
years-text: 30 YEARS — [95, 11, 155, 24]
article1-para: କମିଶନରେଟ ପୁଲିସ ଏହି ଗ୍ୟାଙ୍ଗ ସହିତ ସମ୍ପୃକ୍ତ ଅନ୍ୟ ସଦସ୍ୟଙ୍କୁ ଖୋଜୁଛି। ଅନ୍ୟ ରାଜ୍ୟ ପୁଲିସ ସହିତ ସମନ୍ୱୟ ରକ୍ଷା କରି ତଦନ୍ତ ଜାରି ରହିଛି ବୋଲି ପୁଲିସ କମିଶନର କହିଛନ୍ତି। — [166, 370, 314, 427]
police-banner-text: RECOVERY OF COMMISSIONERATE POLICE — [51, 190, 262, 200]
article3-para: ଗ୍ରାହକମାନେ ସାମଗ୍ରୀ କିଣିବା ପୂର୍ବରୁ ପ୍ୟାକେଟ ଉପରେ ଲେଖାଥିବା ତଥ୍ୟ ଯାଞ୍ଚ କରିବା ଉଚିତ। ସନ୍ଦେହ ହେଲେ ତୁରନ୍ତ ଅଧିକାରୀଙ୍କୁ ସୂଚନା ଦେବାକୁ ପରାମର୍ଶ ଦିଆଯାଇଛି। — [704, 271, 817, 339]
